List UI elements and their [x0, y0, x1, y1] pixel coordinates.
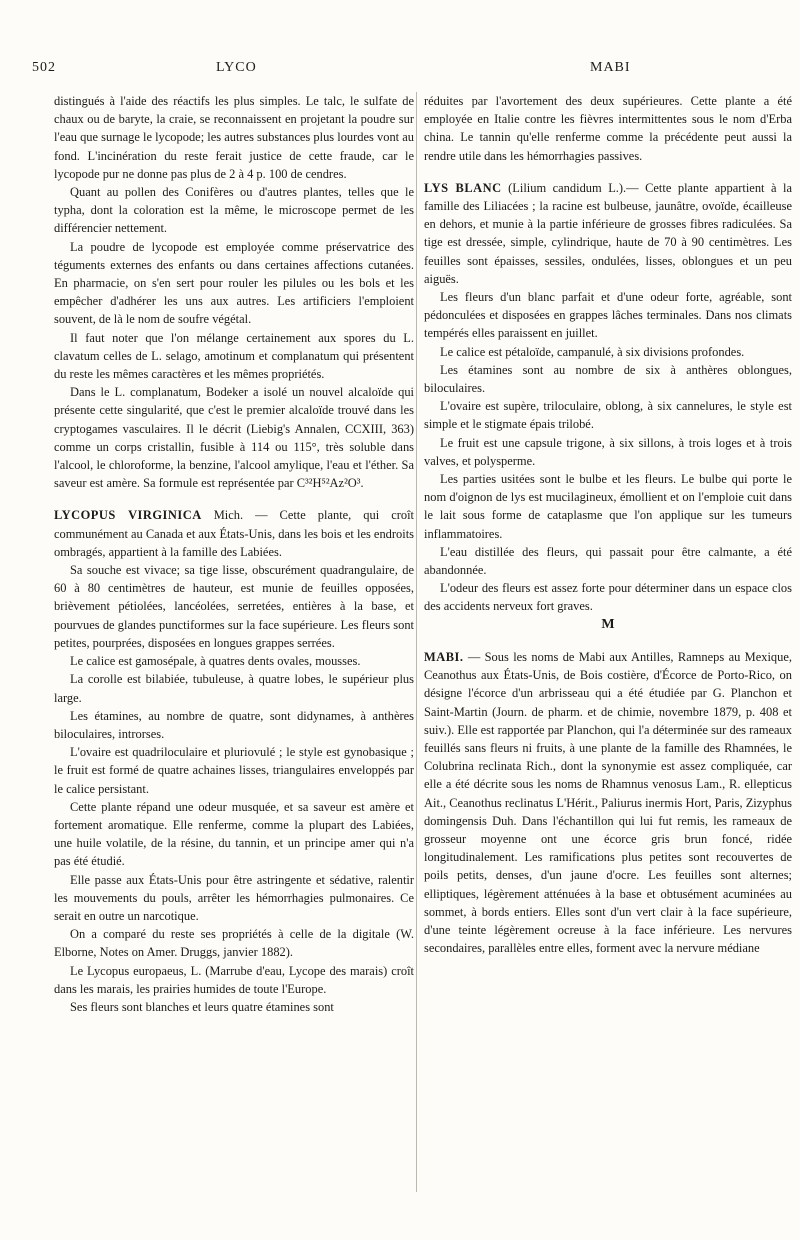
section-letter: M — [601, 616, 615, 632]
running-header — [0, 60, 800, 82]
paragraph: Le calice est gamosépale, à quatres dents ovales, mousses. — [70, 654, 361, 669]
entry-lys-blanc — [424, 179, 792, 288]
entry-latin: (Lilium candidum L.).— — [508, 180, 646, 195]
paragraph: Ses fleurs sont blanches et leurs quatre étamines sont — [70, 999, 334, 1014]
paragraph: Quant au pollen des Conifères ou d'autres plantes, telles que le typha, dont la coloration est la même, le microscope permet de les différencier nettement. — [54, 185, 414, 236]
entry-heading: LYCOPUS VIRGINICA — [54, 508, 202, 523]
paragraph: L'ovaire est supère, triloculaire, oblong, à six cannelures, le style est simple et le stigmate épais trilobé. — [424, 399, 792, 432]
paragraph: Dans le L. complanatum, Bodeker a isolé un nouvel alcaloïde qui présente cette singularité, que c'est le premier alcaloïde trouvé dans les cryptogames vasculaires. Il le décrit (Liebig's Annalen, CCXIII, 363) comme un corps cristallin, fusible à 114 ou 115°, très soluble dans l'alcool, le chloroforme, la benzine, l'alcool amylique, l'eau et l'éther. Sa saveur est amère. Sa formule est représentée par C³²H⁵²Az²O³. — [54, 385, 414, 491]
paragraph: L'eau distillée des fleurs, qui passait pour être calmante, a été abandonnée. — [424, 544, 792, 578]
paragraph: Il faut noter que l'on mélange certainement aux spores du L. clavatum celles de L. selago, amotinum et complanatum qui présentent du reste les mêmes caractères et les mêmes propriétés. — [54, 330, 414, 382]
paragraph: L'odeur des fleurs est assez forte pour déterminer dans un espace clos des accidents nerveux fort graves. — [424, 581, 792, 614]
paragraph: Le fruit est une capsule trigone, à six sillons, à trois loges et à trois valves, et polysperme. — [424, 435, 792, 468]
entry-heading: MABI. — [424, 649, 464, 664]
running-head-right: MABI — [590, 60, 631, 75]
entry-heading: LYS BLANC — [424, 180, 502, 195]
paragraph: Cette plante répand une odeur musquée, et sa saveur est amère et fortement aromatique. Elle renferme, comme la plupart des Labiées, une huile volatile, de la résine, du tannin, et un principe amer qui n'a pas été étudié. — [54, 799, 414, 869]
page-number: 502 — [32, 60, 56, 75]
paragraph: Les fleurs d'un blanc parfait et d'une odeur forte, agréable, sont pédonculées et disposées en grappes lâches terminales. Dans nos climats tempérés elles paraissent en juillet. — [424, 290, 792, 341]
entry-text: Cette plante appartient à la famille des Liliacées ; la racine est bulbeuse, jaunâtre, ovoïde, écailleuse en dehors, et munie à la partie inférieure de grosses fibres radiculées. Sa tige est dressée, simple, cylindrique, haute de 70 à 90 centimètres. Les feuilles sont épaisses, sessiles, ondulées, lisses, oblongues et un peu aiguës. — [424, 180, 793, 286]
entry-text: Cette plante, qui croît communément au Canada et aux États-Unis, dans les bois et les endroits ombragés, appartient à la famille des Labiées. — [54, 508, 414, 559]
paragraph: Elle passe aux États-Unis pour être astringente et sédative, ralentir les mouvements du pouls, arrêter les hémorrhagies pulmonaires. Ce serait en outre un narcotique. — [54, 872, 414, 923]
paragraph: Le calice est pétaloïde, campanulé, à six divisions profondes. — [440, 344, 745, 359]
left-column — [54, 92, 414, 1016]
running-head-left: LYCO — [216, 60, 257, 75]
paragraph: La corolle est bilabiée, tubuleuse, à quatre lobes, le supérieur plus large. — [54, 672, 414, 705]
paragraph: On a comparé du reste ses propriétés à celle de la digitale (W. Elborne, Notes on Amer. Druggs, janvier 1882). — [54, 927, 414, 960]
entry-text: — Sous les noms de Mabi aux Antilles, Ramneps au Mexique, Ceanothus aux États-Unis, de Bois costière, d'Écorce de Porto-Rico, on désigne l'écorce d'un arbrisseau qui a été étudiée par G. Planchon et Saint-Martin (Journ. de pharm. et de chimie, novembre 1879, p. 408 et suiv.). Elle est rapportée par Planchon, qui l'a déterminée sur des rameaux feuillés sans fleurs ni fruits, à une plante de la famille des Rhamnées, le Colubrina reclinata Rich., dont la synonymie est assez compliquée, car elle a été décrite sous les noms de Rhamnus venosus Lam., R. ellepticus Ait., Ceanothus reclinatus L'Hérit., Paliurus inermis Hort, Paris, Zizyphus domingensis Duh. Dans l'échantillon qui lui fut remis, les rameaux de grosseur moyenne ont une écorce gris brun foncé, ridée longitudinalement. Les ramifications plus petites sont recouvertes de poils petits, denses, d'un jaune d'ocre. Les feuilles sont alternes; elliptiques, légèrement atténuées à la base et obtusément acuminées au sommet, à bords entiers. Elles sont d'un vert clair à la face supérieure, d'une teinte légèrement ocreuse à la face inférieure. Les nervures secondaires, parallèles entre elles, forment avec la nervure médiane — [424, 649, 792, 956]
entry-author: Mich. — — [201, 508, 280, 523]
paragraph: La poudre de lycopode est employée comme préservatrice des téguments externes des enfants ou dans certaines affections cutanées. En pharmacie, on s'en sert pour rouler les pilules ou les bols et les empêcher d'adhérer les uns aux autres. Les artificiers l'emploient souvent, de là le nom de soufre végétal. — [54, 239, 414, 327]
paragraph: Les étamines, au nombre de quatre, sont didynames, à anthères biloculaires, introrses. — [54, 708, 414, 741]
paragraph: Le Lycopus europaeus, L. (Marrube d'eau, Lycope des marais) croît dans les marais, les prairies humides de toute l'Europe. — [54, 963, 414, 996]
paragraph: Les parties usitées sont le bulbe et les fleurs. Le bulbe qui porte le nom d'oignon de lys est mucilagineux, émollient et on l'emploie cuit dans le lait sous forme de cataplasme que l'on applique sur les tumeurs inflammatoires. — [424, 472, 792, 541]
paragraph: Sa souche est vivace; sa tige lisse, obscurément quadrangulaire, de 60 à 80 centimètres de hauteur, est munie de feuilles opposées, brièvement pétiolées, lancéolées, serretées, entières à la base, et pourvues de glandes punctiformes sur la face supérieure. Les fleurs sont petites, pourprées, disposées en longues grappes serrées. — [54, 563, 414, 650]
right-column — [424, 92, 792, 957]
paragraph: Les étamines sont au nombre de six à anthères oblongues, biloculaires. — [424, 362, 792, 396]
entry-lycopus — [54, 506, 414, 561]
paragraph: distingués à l'aide des réactifs les plus simples. Le talc, le sulfate de chaux ou de baryte, la craie, se reconnaissent en projetant la poudre sur l'eau que surnage le lycopode; les autres substances plus lourdes vont au fond. L'incinération du reste ferait justice de cette fraude, car le lycopode pur ne donne pas plus de 2 à 4 p. 100 de cendres. — [54, 94, 414, 181]
paragraph: réduites par l'avortement des deux supérieures. Cette plante a été employée en Italie contre les fièvres intermittentes sous le nom d'Erba china. Le tannin qu'elle renferme comme la précédente peut aussi la rendre utile dans les hémorrhagies passives. — [424, 94, 792, 163]
entry-mabi — [424, 648, 792, 957]
paragraph: L'ovaire est quadriloculaire et pluriovulé ; le style est gynobasique ; le fruit est formé de quatre achaines lisses, triangulaires enveloppés par le calice persistant. — [54, 745, 414, 796]
column-divider — [416, 92, 417, 1192]
